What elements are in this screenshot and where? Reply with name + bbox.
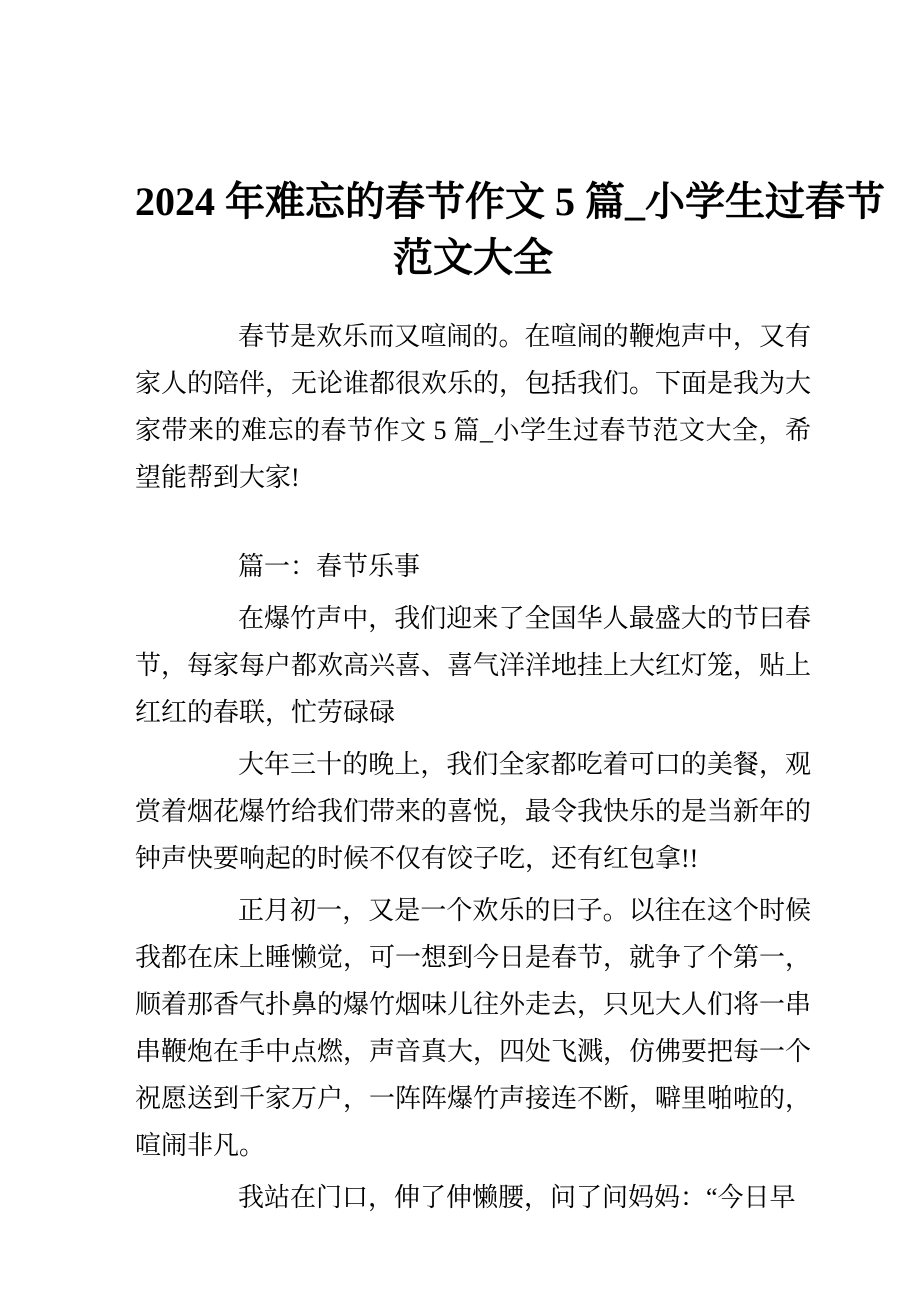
document-content <box>135 147 885 1226</box>
paragraph: 我站在门口，伸了伸懒腰，问了问妈妈：“今日早 <box>238 1182 796 1212</box>
document-title-line2: 范文大全 <box>393 234 553 280</box>
document-title <box>135 174 885 286</box>
paragraph: 正月初一，又是一个欢乐的曰子。以往在这个时候我都在床上睡懒觉，可一想到今日是春节，就争了个第一，顺着那香气扑鼻的爆竹烟味儿往外走去，只见大人们将一串串鞭炮在手中点燃，声音真大，四处飞溅，仿佛要把每一个祝愿送到千家万户，一阵阵爆竹声接连不断，噼里啪啦的，喧闹非凡。 <box>135 895 812 1160</box>
document-title-line1: 2024 年难忘的春节作文 5 篇_小学生过春节 <box>135 178 885 224</box>
paragraph: 在爆竹声中，我们迎来了全国华人最盛大的节曰春节，每家每户都欢高兴喜、喜气洋洋地挂上大红灯笼，贴上红红的春联，忙劳碌碌 <box>135 603 812 727</box>
paragraph: 大年三十的晚上，我们全家都吃着可口的美餐，观赏着烟花爆竹给我们带来的喜悦，最令我快乐的是当新年的钟声快要响起的时候不仅有饺子吃，还有红包拿!! <box>135 749 812 873</box>
section-heading: 篇一：春节乐事 <box>238 551 421 581</box>
document-body <box>135 313 811 1221</box>
intro-paragraph: 春节是欢乐而又喧闹的。在喧闹的鞭炮声中，又有家人的陪伴，无论谁都很欢乐的，包括我们。下面是我为大家带来的难忘的春节作文 5 篇_小学生过春节范文大全，希望能帮到大家! <box>135 321 812 492</box>
